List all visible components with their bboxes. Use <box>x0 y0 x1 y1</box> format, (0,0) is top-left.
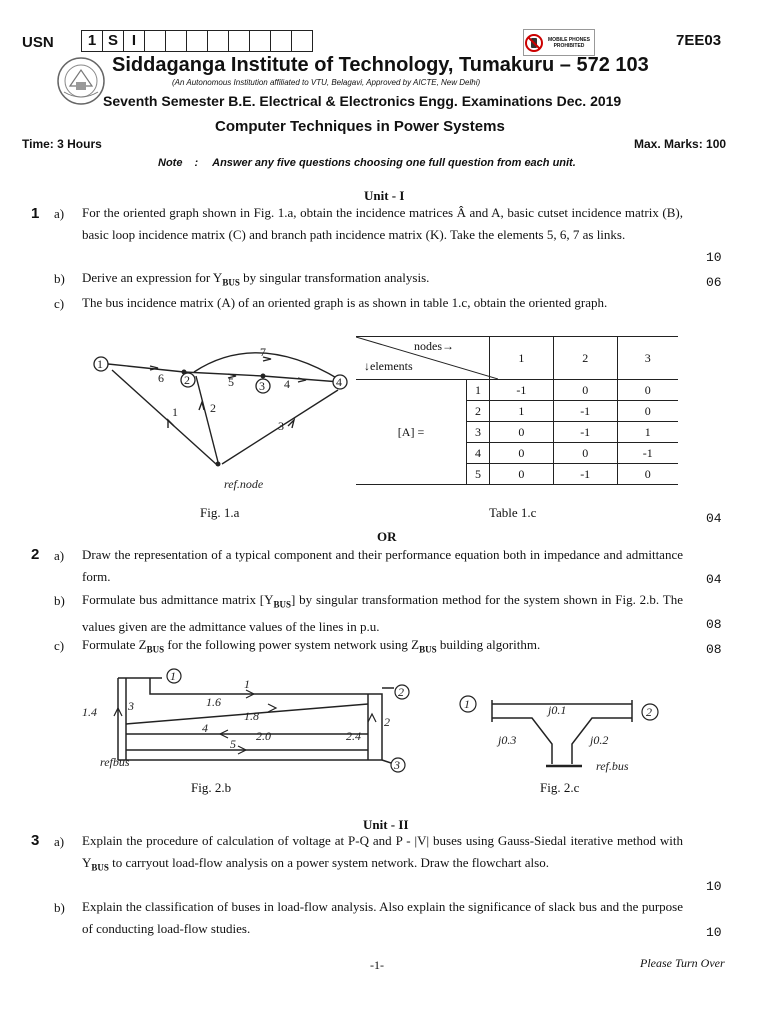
element-label: 6 <box>158 371 164 385</box>
phone-notice-text: MOBILE PHONES PROHIBITED <box>548 36 590 49</box>
row-header: 5 <box>467 464 490 485</box>
usn-cell <box>145 31 166 51</box>
institute-logo-icon <box>56 56 106 106</box>
element-label: 5 <box>228 375 234 389</box>
reference-node-label: ref.node <box>224 477 264 491</box>
usn-cell <box>250 31 271 51</box>
table-cell: -1 <box>490 380 554 401</box>
admittance-label: 2.4 <box>346 729 361 743</box>
node-label: 3 <box>259 379 265 393</box>
usn-cell <box>166 31 187 51</box>
usn-cell: 1 <box>82 31 103 51</box>
table-row <box>356 380 678 401</box>
corner-bottom-label: ↓elements <box>364 359 413 373</box>
marks-value: 04 <box>706 572 722 587</box>
part-label: c) <box>54 638 65 653</box>
element-label: 4 <box>284 377 290 391</box>
marks-value: 08 <box>706 642 722 657</box>
admittance-label: 2.0 <box>256 729 271 743</box>
max-marks: Max. Marks: 100 <box>634 137 727 151</box>
question-number: 3 <box>31 832 40 849</box>
node-label: 1 <box>97 357 103 371</box>
element-label: 5 <box>230 737 236 751</box>
element-1-edge <box>112 370 216 464</box>
node-label: 4 <box>336 375 342 389</box>
figure-caption: Fig. 2.c <box>540 780 580 795</box>
table-cell: -1 <box>617 443 678 464</box>
usn-label: USN <box>22 34 54 51</box>
part-label: b) <box>54 900 65 915</box>
element-label: 7 <box>260 345 266 359</box>
row-header: 2 <box>467 401 490 422</box>
admittance-label: 1.4 <box>82 705 97 719</box>
bus-label: 2 <box>398 685 404 699</box>
table-1c-incidence-matrix <box>356 336 678 485</box>
note-label: Note <box>158 157 183 169</box>
reference-bus-label: ref.bus <box>596 759 629 773</box>
figure-2c-network <box>452 688 680 778</box>
usn-cell <box>292 31 312 51</box>
question-number: 2 <box>31 546 40 563</box>
usn-cell: I <box>124 31 145 51</box>
table-cell: 0 <box>553 443 617 464</box>
element-label: 4 <box>202 721 208 735</box>
table-caption: Table 1.c <box>489 505 537 520</box>
table-cell: 0 <box>617 380 678 401</box>
marks-value: 10 <box>706 879 722 894</box>
question-3a-text: Explain the procedure of calculation of voltage at P-Q and P - |V| buses using Gauss-Siedal iterative method with $Y_{BUS}$ to carryout load-flow analysis on a power system network. Draw the flowchart also. <box>82 833 683 873</box>
part-label: b) <box>54 271 65 286</box>
no-phone-icon <box>524 33 544 53</box>
table-cell: 0 <box>617 464 678 485</box>
unit-1-heading: Unit - I <box>364 188 405 203</box>
subject-title: Computer Techniques in Power Systems <box>215 118 505 135</box>
part-label: a) <box>54 206 65 221</box>
marks-value: 06 <box>706 275 722 290</box>
usn-cell <box>229 31 250 51</box>
table-cell: 0 <box>617 401 678 422</box>
question-1c-text: The bus incidence matrix (A) of an oriented graph is as shown in table 1.c, obtain the oriented graph. <box>82 295 608 310</box>
please-turn-over: Please Turn Over <box>640 956 725 970</box>
usn-cell <box>208 31 229 51</box>
institute-name: Siddaganga Institute of Technology, Tumakuru – 572 103 <box>112 54 649 76</box>
row-header: 4 <box>467 443 490 464</box>
question-2b-text: Formulate bus admittance matrix $[Y_{BUS}]$ by singular transformation method for the system shown in Fig. 2.b. The values given are the admittance values of the lines in p.u. <box>82 592 683 635</box>
marks-value: 10 <box>706 925 722 940</box>
element-label: 2 <box>384 715 390 729</box>
exam-title: Seventh Semester B.E. Electrical & Electronics Engg. Examinations Dec. 2019 <box>103 93 622 109</box>
question-2c-text: Formulate $Z_{BUS}$ for the following power system network using $Z_{BUS}$ building algorithm. <box>82 637 541 655</box>
marks-value: 08 <box>706 617 722 632</box>
matrix-label: [A] = <box>356 380 467 485</box>
row-header: 3 <box>467 422 490 443</box>
usn-cell: S <box>103 31 124 51</box>
table-cell: 0 <box>490 464 554 485</box>
unit-2-heading: Unit - II <box>363 817 409 832</box>
admittance-label: 1.8 <box>244 709 259 723</box>
marks-value: 04 <box>706 511 722 526</box>
figure-caption: Fig. 1.a <box>200 505 240 520</box>
usn-cell <box>271 31 292 51</box>
table-cell: 1 <box>617 422 678 443</box>
or-separator: OR <box>377 529 397 544</box>
question-number: 1 <box>31 205 40 222</box>
admittance-label: j0.1 <box>548 703 567 717</box>
corner-top-label: nodes→ <box>414 339 454 353</box>
admittance-label: j0.3 <box>498 733 517 747</box>
table-cell: -1 <box>553 464 617 485</box>
table-cell: 1 <box>490 401 554 422</box>
bus-label: 1 <box>170 669 176 683</box>
question-1b-text: Derive an expression for $Y_{BUS}$ by singular transformation analysis. <box>82 270 430 288</box>
table-cell: -1 <box>553 422 617 443</box>
bus-label: 2 <box>646 705 652 719</box>
instructions-note <box>158 157 576 169</box>
usn-cell <box>187 31 208 51</box>
part-label: b) <box>54 593 65 608</box>
admittance-label: 1.6 <box>206 695 221 709</box>
element-6-edge <box>108 364 184 372</box>
element-label: 2 <box>210 401 216 415</box>
part-label: a) <box>54 834 65 849</box>
paper-code: 7EE03 <box>676 32 722 49</box>
usn-boxes <box>81 30 313 52</box>
reference-bus-label: refbus <box>100 755 130 769</box>
table-corner <box>356 337 490 380</box>
element-label: 3 <box>278 419 284 433</box>
table-cell: 0 <box>490 443 554 464</box>
note-text: Answer any five questions choosing one full question from each unit. <box>212 157 576 169</box>
figure-2b-network <box>78 664 414 776</box>
marks-value: 10 <box>706 250 722 265</box>
element-label: 1 <box>172 405 178 419</box>
column-header: 2 <box>553 337 617 380</box>
part-label: c) <box>54 296 65 311</box>
institute-subtitle: (An Autonomous Institution affiliated to VTU, Belagavi, Approved by AICTE, New Delhi) <box>172 78 481 87</box>
column-header: 1 <box>490 337 554 380</box>
row-header: 1 <box>467 380 490 401</box>
table-cell: -1 <box>553 401 617 422</box>
table-cell: 0 <box>553 380 617 401</box>
bus-label: 3 <box>394 758 400 772</box>
bus-label: 1 <box>464 697 470 711</box>
table-cell: 0 <box>490 422 554 443</box>
question-1a-text: For the oriented graph shown in Fig. 1.a, obtain the incidence matrices Â and A, basic cutset incidence matrix (B), basic loop incidence matrix (C) and branch path incidence matrix (K). Take the elements 5, 6, 7 as links. <box>82 205 683 242</box>
element-label: 1 <box>244 677 250 691</box>
mobile-phone-notice <box>523 29 595 56</box>
question-2a-text: Draw the representation of a typical component and their performance equation both in impedance and admittance form. <box>82 547 683 584</box>
time-allowed: Time: 3 Hours <box>22 137 102 151</box>
node-label: 2 <box>184 373 190 387</box>
element-label: 3 <box>128 699 134 713</box>
note-colon: : <box>194 157 199 169</box>
figure-1a-graph <box>88 340 358 500</box>
question-3b-text: Explain the classification of buses in load-flow analysis. Also explain the significance of slack bus and the purpose of conducting load-flow studies. <box>82 899 683 936</box>
page-number: -1- <box>370 958 384 972</box>
admittance-label: j0.2 <box>590 733 609 747</box>
column-header: 3 <box>617 337 678 380</box>
figure-caption: Fig. 2.b <box>191 780 232 795</box>
part-label: a) <box>54 548 65 563</box>
